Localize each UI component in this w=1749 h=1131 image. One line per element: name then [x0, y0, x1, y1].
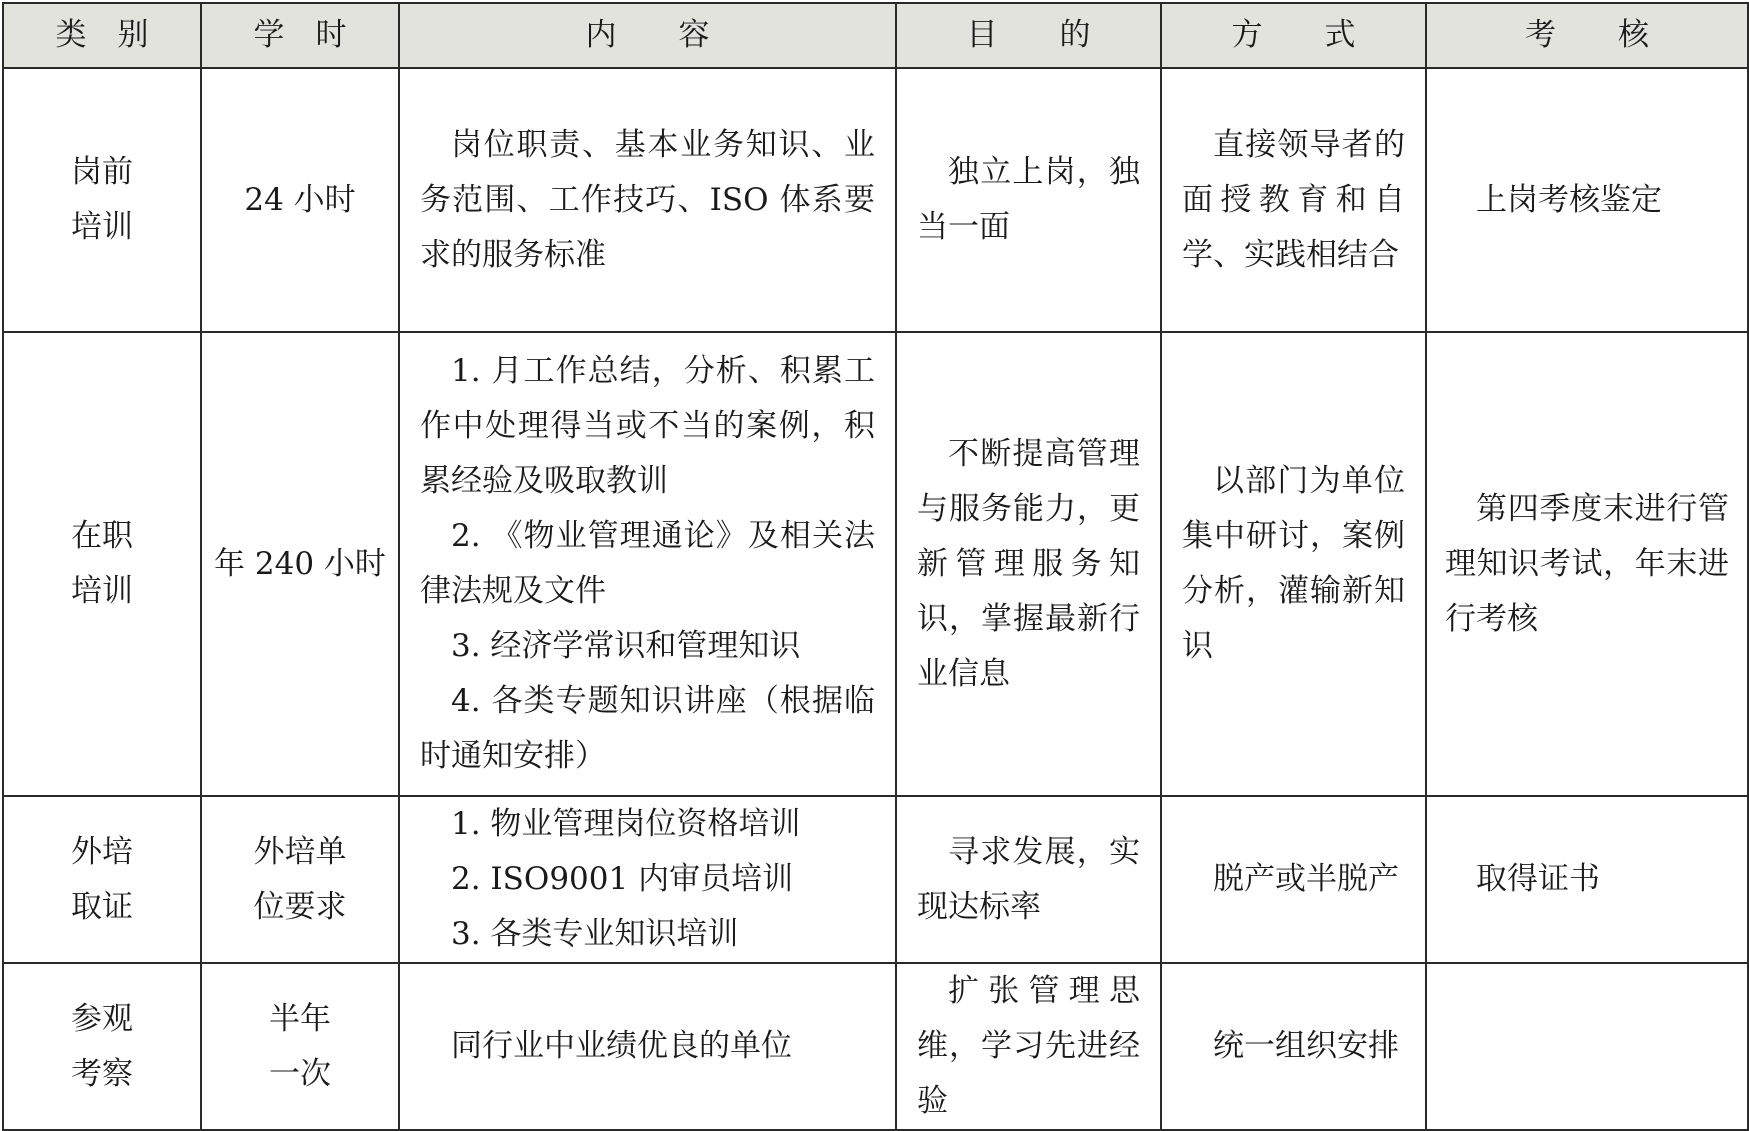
- training-plan-table: [2, 2, 1749, 1131]
- hours-line: 半年: [269, 1000, 331, 1037]
- cell-category: [3, 68, 201, 332]
- cell-assessment: [1426, 796, 1748, 963]
- content-line: 3. 经济学常识和管理知识: [451, 628, 801, 664]
- content-line: 1. 月工作总结，分析、积累工作中处理得当或不当的案例，积累经验及吸取教训: [420, 353, 875, 499]
- cell-content: [399, 796, 896, 963]
- header-content: 内 容: [399, 3, 896, 68]
- cell-assessment: [1426, 68, 1748, 332]
- hours-line: 一次: [269, 1055, 331, 1092]
- cell-category: [3, 796, 201, 963]
- table-row: [3, 796, 1748, 963]
- content-line: 2. ISO9001 内审员培训: [451, 861, 794, 897]
- hours-line: 24 小时: [244, 181, 356, 218]
- content-line: 同行业中业绩优良的单位: [451, 1028, 792, 1064]
- cell-purpose: [896, 796, 1161, 963]
- hours-line: 年 240 小时: [214, 545, 386, 582]
- cell-purpose: [896, 963, 1161, 1130]
- cell-purpose: [896, 68, 1161, 332]
- assessment-line: 上岗考核鉴定: [1476, 181, 1662, 218]
- category-line: 外培: [71, 833, 133, 870]
- cell-hours: [201, 963, 399, 1130]
- content-line: 岗位职责、基本业务知识、业务范围、工作技巧、ISO 体系要求的服务标准: [420, 126, 875, 273]
- purpose-line: 寻求发展，实现达标率: [917, 833, 1140, 925]
- header-method: 方 式: [1161, 3, 1426, 68]
- assessment-line: 第四季度末进行管理知识考试，年末进行考核: [1445, 490, 1729, 637]
- cell-method: [1161, 796, 1426, 963]
- header-category: 类 别: [3, 3, 201, 68]
- cell-category: [3, 963, 201, 1130]
- cell-assessment: [1426, 332, 1748, 796]
- method-line: 直接领导者的面授教育和自学、实践相结合: [1182, 126, 1405, 273]
- cell-category: [3, 332, 201, 796]
- cell-hours: [201, 68, 399, 332]
- category-line: 考察: [71, 1055, 133, 1092]
- content-line: 4. 各类专题知识讲座（根据临时通知安排）: [420, 683, 875, 774]
- header-purpose: 目 的: [896, 3, 1161, 68]
- table-row: [3, 68, 1748, 332]
- cell-method: [1161, 68, 1426, 332]
- hours-line: 外培单: [253, 833, 347, 870]
- cell-assessment: [1426, 963, 1748, 1130]
- cell-hours: [201, 332, 399, 796]
- cell-method: [1161, 332, 1426, 796]
- header-hours: 学 时: [201, 3, 399, 68]
- category-line: 参观: [71, 1000, 133, 1037]
- content-line: 1. 物业管理岗位资格培训: [451, 806, 801, 842]
- header-row: [3, 3, 1748, 68]
- purpose-line: 独立上岗，独当一面: [917, 154, 1140, 245]
- category-line: 培训: [71, 209, 133, 245]
- cell-content: [399, 332, 896, 796]
- table-row: [3, 332, 1748, 796]
- method-line: 统一组织安排: [1213, 1028, 1399, 1064]
- category-line: 在职: [71, 518, 133, 554]
- table-row: [3, 963, 1748, 1130]
- content-line: 3. 各类专业知识培训: [451, 916, 739, 952]
- category-line: 岗前: [71, 154, 133, 190]
- cell-purpose: [896, 332, 1161, 796]
- purpose-line: 不断提高管理与服务能力，更新管理服务知识，掌握最新行业信息: [917, 435, 1140, 692]
- method-line: 以部门为单位集中研讨，案例分析，灌输新知识: [1182, 463, 1405, 664]
- category-line: 取证: [71, 888, 133, 925]
- assessment-line: 取得证书: [1476, 861, 1600, 897]
- cell-content: [399, 963, 896, 1130]
- cell-content: [399, 68, 896, 332]
- training-table-container: [2, 2, 1749, 1131]
- cell-hours: [201, 796, 399, 963]
- purpose-line: 扩张管理思维，学习先进经验: [917, 973, 1140, 1119]
- category-line: 培训: [71, 573, 133, 609]
- cell-method: [1161, 963, 1426, 1130]
- hours-line: 位要求: [253, 888, 347, 925]
- content-line: 2. 《物业管理通论》及相关法律法规及文件: [420, 518, 875, 609]
- method-line: 脱产或半脱产: [1213, 861, 1399, 897]
- header-assessment: 考 核: [1426, 3, 1748, 68]
